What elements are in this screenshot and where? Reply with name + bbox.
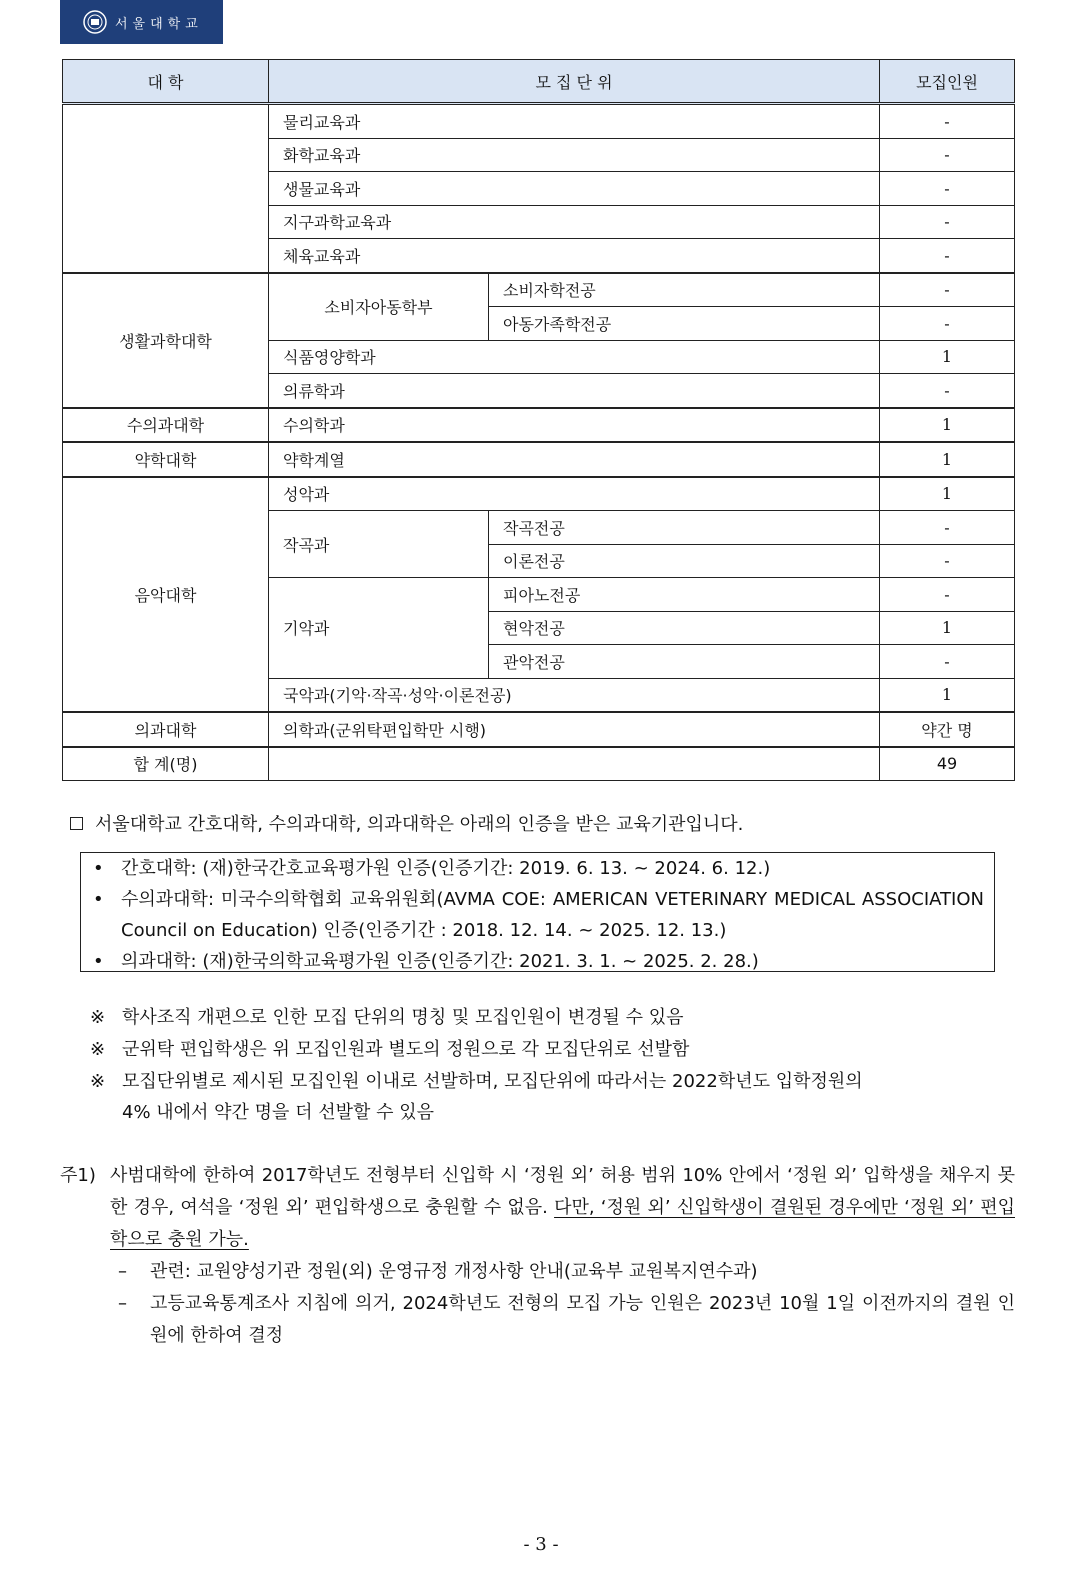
total-row bbox=[63, 747, 1015, 781]
accreditation-heading bbox=[70, 810, 743, 836]
college-cell: 생활과학대학 bbox=[63, 273, 269, 408]
count-cell: 1 bbox=[880, 340, 1015, 374]
list-item-text: 수의과대학: 미국수의학협회 교육위원회(AVMA COE: AMERICAN VETERINARY MEDICAL ASSOCIATION Council on Education) 인증(인증기간 : 2018. 12. 14. ~ 2025. 12. 13.) bbox=[121, 889, 984, 941]
table-header-row bbox=[63, 60, 1015, 104]
count-cell: - bbox=[880, 511, 1015, 545]
remark-text: 군위탁 편입학생은 위 모집인원과 별도의 정원으로 각 모집단위로 선발함 bbox=[122, 1039, 690, 1060]
table-row bbox=[63, 712, 1015, 747]
logo-text: 서울대학교 bbox=[115, 16, 203, 32]
major-cell: 이론전공 bbox=[489, 544, 880, 578]
college-cell: 의과대학 bbox=[63, 712, 269, 747]
remark-3 bbox=[90, 1066, 1015, 1128]
header-count: 모집인원 bbox=[880, 60, 1015, 104]
bullet-icon: • bbox=[93, 951, 104, 972]
dash-icon: – bbox=[118, 1293, 127, 1314]
count-cell: - bbox=[880, 273, 1015, 307]
major-cell: 아동가족학전공 bbox=[489, 307, 880, 341]
count-cell: - bbox=[880, 544, 1015, 578]
major-cell: 피아노전공 bbox=[489, 578, 880, 612]
major-cell: 소비자학전공 bbox=[489, 273, 880, 307]
unit-cell: 수의학과 bbox=[269, 408, 880, 443]
total-count: 49 bbox=[880, 747, 1015, 781]
count-cell: - bbox=[880, 307, 1015, 341]
count-cell: 1 bbox=[880, 678, 1015, 712]
table-row bbox=[63, 408, 1015, 443]
major-cell: 작곡전공 bbox=[489, 511, 880, 545]
header-unit: 모 집 단 위 bbox=[269, 60, 880, 104]
checkbox-square-icon bbox=[70, 817, 83, 830]
count-cell: - bbox=[880, 104, 1015, 139]
table-row bbox=[63, 104, 1015, 139]
college-cell-empty bbox=[63, 104, 269, 273]
accreditation-box bbox=[80, 852, 995, 972]
unit-cell: 체육교육과 bbox=[269, 239, 880, 273]
footnote-sub-1 bbox=[118, 1256, 1015, 1288]
major-cell: 현악전공 bbox=[489, 611, 880, 645]
count-cell: 1 bbox=[880, 611, 1015, 645]
list-item bbox=[81, 946, 994, 977]
accreditation-list bbox=[81, 853, 994, 977]
page-number: - 3 - bbox=[523, 1534, 559, 1555]
unit-cell: 성악과 bbox=[269, 477, 880, 511]
footnote-sub-text: 고등교육통계조사 지침에 의거, 2024학년도 전형의 모집 가능 인원은 2023년 10월 1일 이전까지의 결원 인원에 한하여 결정 bbox=[150, 1293, 1015, 1346]
list-item bbox=[81, 853, 994, 884]
college-cell: 약학대학 bbox=[63, 442, 269, 477]
remark-text: 학사조직 개편으로 인한 모집 단위의 명칭 및 모집인원이 변경될 수 있음 bbox=[122, 1007, 684, 1028]
remark-text-continued: 4% 내에서 약간 명을 더 선발할 수 있음 bbox=[122, 1102, 435, 1123]
dept-cell: 기악과 bbox=[269, 578, 489, 679]
bullet-icon: • bbox=[93, 858, 104, 879]
remark-text: 모집단위별로 제시된 모집인원 이내로 선발하며, 모집단위에 따라서는 2022학년도 입학정원의 bbox=[122, 1071, 863, 1092]
dept-cell: 작곡과 bbox=[269, 511, 489, 578]
footnote bbox=[60, 1160, 1015, 1352]
university-seal-icon bbox=[83, 10, 107, 34]
reference-mark-icon: ※ bbox=[90, 1007, 106, 1028]
count-cell: 1 bbox=[880, 477, 1015, 511]
total-label: 합 계(명) bbox=[63, 747, 269, 781]
count-cell: - bbox=[880, 172, 1015, 206]
list-item bbox=[81, 884, 994, 946]
remark-1 bbox=[90, 1002, 1015, 1033]
count-cell: 약간 명 bbox=[880, 712, 1015, 747]
count-cell: 1 bbox=[880, 442, 1015, 477]
major-cell: 관악전공 bbox=[489, 645, 880, 679]
college-cell: 음악대학 bbox=[63, 477, 269, 713]
table-row bbox=[63, 273, 1015, 307]
dept-cell: 소비자아동학부 bbox=[269, 273, 489, 341]
footnote-body bbox=[110, 1160, 1015, 1256]
unit-cell: 지구과학교육과 bbox=[269, 205, 880, 239]
bullet-icon: • bbox=[93, 889, 104, 910]
count-cell: - bbox=[880, 374, 1015, 408]
reference-mark-icon: ※ bbox=[90, 1039, 106, 1060]
footnote-sub-text: 관련: 교원양성기관 정원(외) 운영규정 개정사항 안내(교육부 교원복지연수과) bbox=[150, 1261, 758, 1282]
remark-2 bbox=[90, 1034, 1015, 1065]
footnote-label: 주1) bbox=[60, 1165, 96, 1186]
count-cell: 1 bbox=[880, 408, 1015, 443]
dash-icon: – bbox=[118, 1261, 127, 1282]
university-logo bbox=[60, 0, 223, 44]
admission-table bbox=[62, 59, 1015, 781]
accreditation-heading-text: 서울대학교 간호대학, 수의과대학, 의과대학은 아래의 인증을 받은 교육기관입니다. bbox=[95, 814, 744, 835]
college-cell: 수의과대학 bbox=[63, 408, 269, 443]
total-empty-cell bbox=[269, 747, 880, 781]
unit-cell: 물리교육과 bbox=[269, 104, 880, 139]
footnote-underlined-text: 다만, ‘정원 외’ 신입학생이 결원된 경우에만 ‘정원 외’ 편입학으로 충원 가능. bbox=[110, 1197, 1015, 1250]
footnote-sub-2 bbox=[118, 1288, 1015, 1352]
count-cell: - bbox=[880, 239, 1015, 273]
list-item-text: 간호대학: (재)한국간호교육평가원 인증(인증기간: 2019. 6. 13. ~ 2024. 6. 12.) bbox=[121, 858, 771, 879]
unit-cell: 화학교육과 bbox=[269, 138, 880, 172]
header-college: 대 학 bbox=[63, 60, 269, 104]
unit-cell: 생물교육과 bbox=[269, 172, 880, 206]
footnote-text: 사범대학에 한하여 2017학년도 전형부터 신입학 시 ‘정원 외’ 허용 범위 10% 안에서 ‘정원 외’ 입학생을 채우지 못한 경우, 여석을 ‘정원 외’ 편입학생으로 충원할 수 없음. bbox=[110, 1165, 1015, 1218]
unit-cell: 의류학과 bbox=[269, 374, 880, 408]
count-cell: - bbox=[880, 578, 1015, 612]
unit-cell: 의학과(군위탁편입학만 시행) bbox=[269, 712, 880, 747]
count-cell: - bbox=[880, 645, 1015, 679]
count-cell: - bbox=[880, 138, 1015, 172]
table-row bbox=[63, 442, 1015, 477]
reference-mark-icon: ※ bbox=[90, 1071, 106, 1092]
table-row bbox=[63, 477, 1015, 511]
unit-cell: 약학계열 bbox=[269, 442, 880, 477]
count-cell: - bbox=[880, 205, 1015, 239]
list-item-text: 의과대학: (재)한국의학교육평가원 인증(인증기간: 2021. 3. 1. ~ 2025. 2. 28.) bbox=[121, 951, 759, 972]
unit-cell: 국악과(기악·작곡·성악·이론전공) bbox=[269, 678, 880, 712]
unit-cell: 식품영양학과 bbox=[269, 340, 880, 374]
